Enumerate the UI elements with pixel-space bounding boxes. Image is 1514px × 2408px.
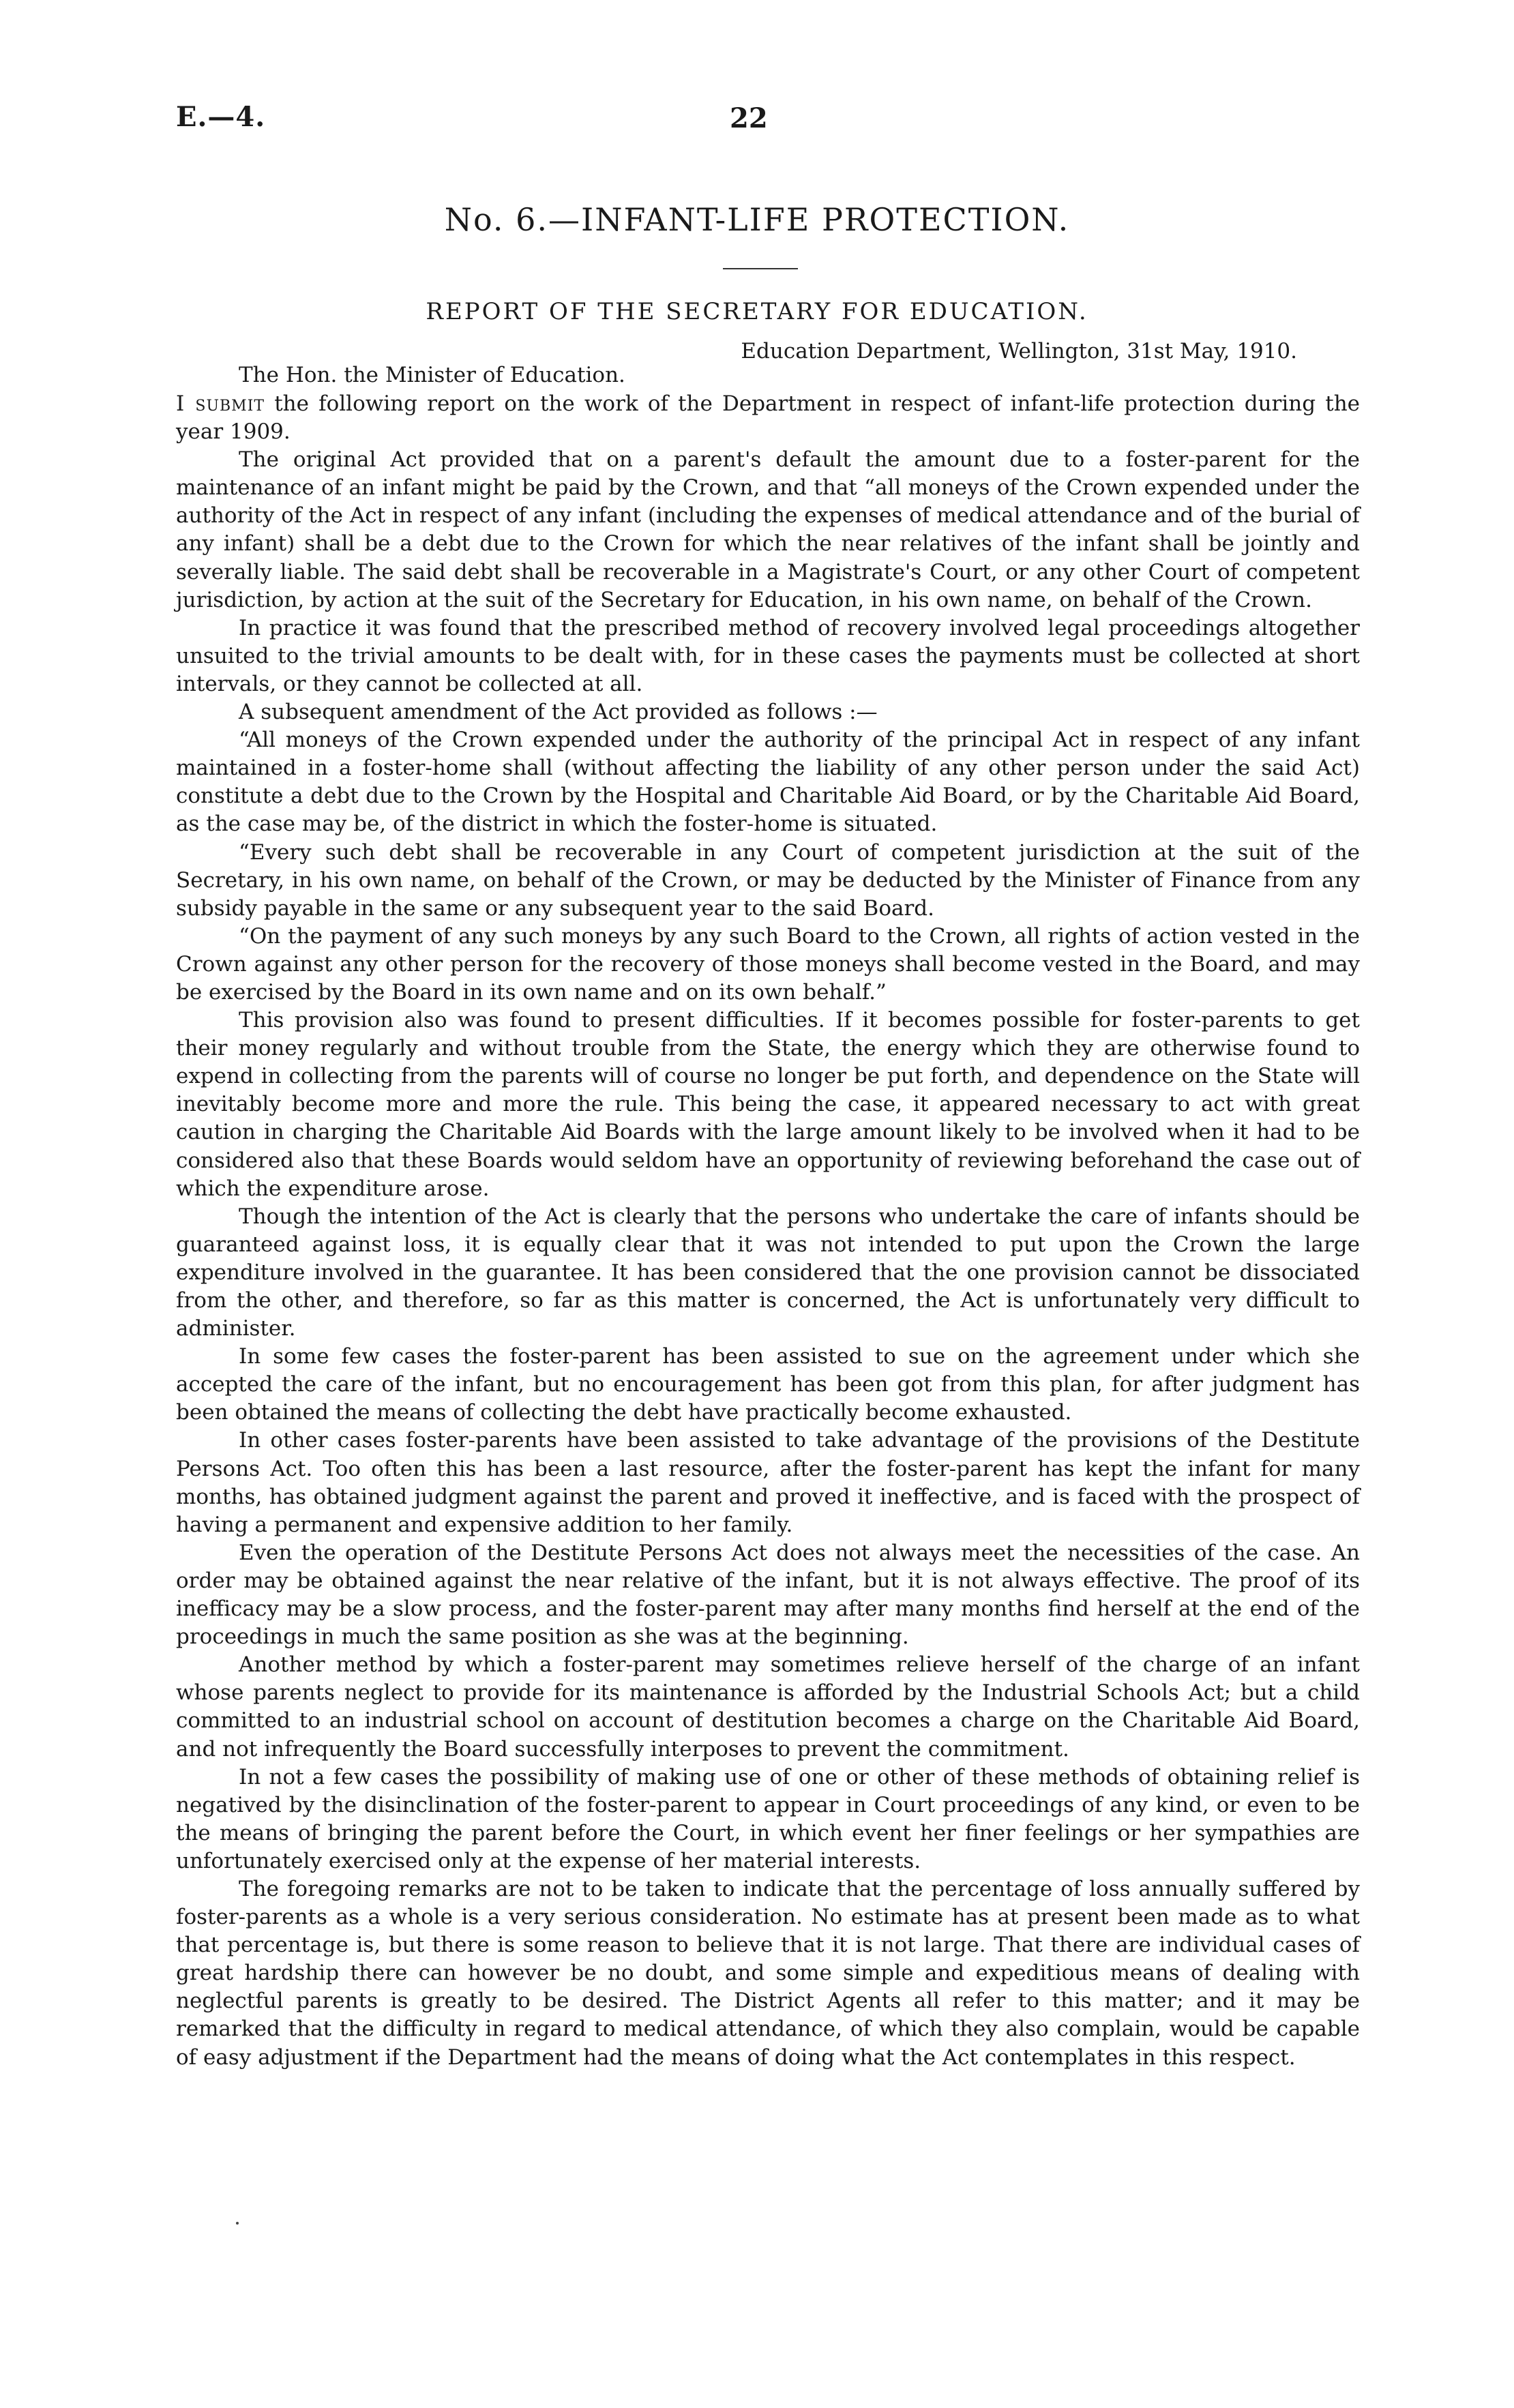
paragraph: Another method by which a foster-parent may sometimes relieve herself of the charge of an infant whose parents neglect to provide for its maintenance is afforded by the Industrial Schools Act; but a child committed to an industrial school on account of destitution becomes a charge on the Charitable Aid Board, and not infrequently the Board successfully interposes to prevent the commitment.	[176, 1652, 1360, 1762]
series-number: E.—4.	[176, 101, 266, 133]
page-number: 22	[730, 102, 768, 134]
paragraph: This provision also was found to present difficulties. If it becomes possible for foster-parents to get their money regularly and without trouble from the State, the energy which they are otherwise found to expend in collecting from the parents will of course no longer be put forth, and dependence on the State will inevitably become more and more the rule. This being the case, it appeared necessary to act with great caution in charging the Charitable Aid Boards with the large amount likely to be involved when it had to be considered also that these Boards would seldom have an opportunity of reviewing beforehand the case out of which the expenditure arose.	[176, 1008, 1360, 1201]
paragraph: The foregoing remarks are not to be taken to indicate that the percentage of loss annually suffered by foster-parents as a whole is a very serious consideration. No estimate has at present been made as to what that percentage is, but there is some reason to believe that it is not large. That there are individual cases of great hardship there can however be no doubt, and some simple and expeditious means of dealing with neglectful parents is greatly to be desired. The District Agents all refer to this matter; and it may be remarked that the difficulty in regard to medical attendance, of which they also complain, would be capable of easy adjustment if the Department had the means of doing what the Act contemplates in this respect.	[176, 1876, 1360, 2070]
paragraph: Even the operation of the Destitute Persons Act does not always meet the necessities of the case. An order may be obtained against the near relative of the infant, but it is not always effective. The proof of its inefficacy may be a slow process, and the foster-parent may after many months find herself at the end of the proceedings in much the same position as she was at the beginning.	[176, 1540, 1360, 1650]
quoted-paragraph: “All moneys of the Crown expended under the authority of the principal Act in respect of any infant maintained in a foster-home shall (without affecting the liability of any other person under the said Act) constitute a debt due to the Crown by the Hospital and Charitable Aid Board, or by the Charitable Aid Board, as the case may be, of the district in which the foster-home is situated.	[176, 728, 1360, 837]
opening-text: the following report on the work of the Department in respect of infant-life protection during the year 1909.	[176, 391, 1360, 445]
opening-words: I submit	[176, 391, 265, 416]
report-body	[176, 390, 1360, 2072]
title-divider	[723, 268, 798, 269]
paragraph: In not a few cases the possibility of making use of one or other of these methods of obtaining relief is negatived by the disinclination of the foster-parent to appear in Court proceedings of any kind, or even to be the means of bringing the parent before the Court, in which event her finer feelings or her sympathies are unfortunately exercised only at the expense of her material interests.	[176, 1764, 1360, 1873]
paragraph: The original Act provided that on a parent's default the amount due to a foster-parent for the maintenance of an infant might be paid by the Crown, and that “all moneys of the Crown expended under the authority of the Act in respect of any infant (including the expenses of medical attendance and of the burial of any infant) shall be a debt due to the Crown for which the near relatives of the infant shall be jointly and severally liable. The said debt shall be recoverable in a Magistrate's Court, or any other Court of competent jurisdiction, by action at the suit of the Secretary for Education, in his own name, on behalf of the Crown.	[176, 447, 1360, 612]
addressee: The Hon. the Minister of Education.	[239, 363, 625, 387]
paragraph: In some few cases the foster-parent has been assisted to sue on the agreement under which she accepted the care of the infant, but no encouragement has been got from this plan, for after judgment has been obtained the means of collecting the debt have practically become exhausted.	[176, 1344, 1360, 1425]
paragraph: Though the intention of the Act is clearly that the persons who undertake the care of infants should be guaranteed against loss, it is equally clear that it was not intended to put upon the Crown the large expenditure involved in the guarantee. It has been considered that the one provision cannot be dissociated from the other, and therefore, so far as this matter is concerned, the Act is unfortunately very difficult to administer.	[176, 1204, 1360, 1341]
opening-paragraph	[176, 390, 1360, 446]
dateline: Education Department, Wellington, 31st May, 1910.	[741, 339, 1297, 363]
quoted-paragraph: “Every such debt shall be recoverable in any Court of competent jurisdiction at the suit of the Secretary, in his own name, on behalf of the Crown, or may be deducted by the Minister of Finance from any subsidy payable in the same or any subsequent year to the said Board.	[176, 839, 1360, 921]
quoted-paragraph: “On the payment of any such moneys by any such Board to the Crown, all rights of action vested in the Crown against any other person for the recovery of those moneys shall become vested in the Board, and may be exercised by the Board in its own name and on its own behalf.”	[176, 923, 1360, 1005]
stray-mark	[236, 2222, 239, 2225]
paragraph: In practice it was found that the prescribed method of recovery involved legal proceedings altogether unsuited to the trivial amounts to be dealt with, for in these cases the payments must be collected at short intervals, or they cannot be collected at all.	[176, 615, 1360, 696]
report-subtitle: REPORT OF THE SECRETARY FOR EDUCATION.	[426, 298, 1088, 325]
paragraph: A subsequent amendment of the Act provided as follows :—	[239, 700, 878, 725]
paragraph: In other cases foster-parents have been assisted to take advantage of the provisions of the Destitute Persons Act. Too often this has been a last resource, after the foster-parent has kept the infant for many months, has obtained judgment against the parent and proved it ineffective, and is faced with the prospect of having a permanent and expensive addition to her family.	[176, 1428, 1360, 1537]
section-title: No. 6.—INFANT-LIFE PROTECTION.	[444, 201, 1070, 238]
